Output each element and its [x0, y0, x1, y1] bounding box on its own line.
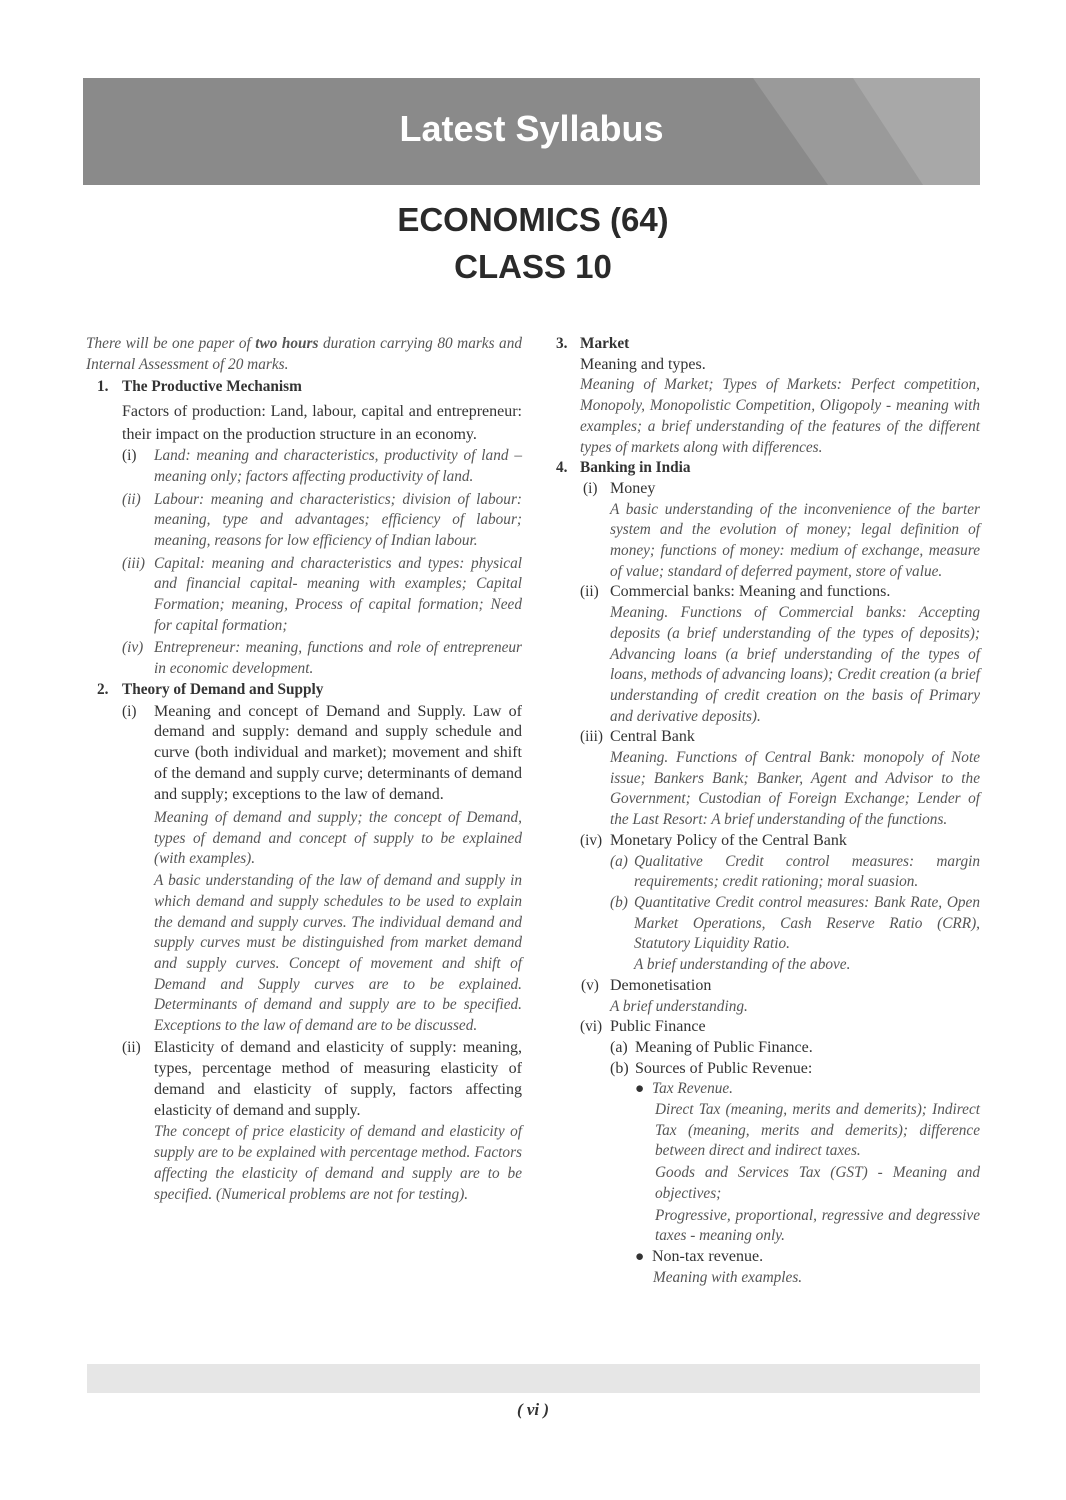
section-title: The Productive Mechanism — [122, 378, 302, 396]
subject-title: ECONOMICS (64) — [397, 201, 669, 238]
intro-duration: two hours — [255, 335, 319, 352]
section-1 — [86, 377, 522, 679]
section-3 — [556, 334, 980, 458]
intro-text: There will be one paper of two hours duration carrying 80 marks and Internal Assessment of 20 marks. — [86, 335, 522, 373]
right-column — [556, 334, 980, 1288]
tax-notes: Direct Tax (meaning, merits and demerits); Indirect Tax (meaning, merits and demerits); difference between direct and indirect taxes. Goods and Services Tax (GST) - Meaning and objectives; Progressive, proportional, regressive and degressive taxes - meaning only. — [655, 1101, 980, 1245]
list-item: (v) Demonetisation A brief understanding. — [581, 976, 748, 1015]
list-item: (iii) Central Bank Meaning. Functions of Central Bank: monopoly of Note issue; Bankers Bank; Banker, Agent and Advisor to the Government; Custodian of Foreign Exchange; Lender of the Last Resort: A brief understanding of the functions. — [580, 728, 980, 829]
bullet-item: ● Tax Revenue. — [610, 1079, 980, 1100]
bullet-icon: ● — [635, 1247, 645, 1265]
list-item: (ii) Elasticity of demand and elasticity of supply: meaning, types, percentage method of measuring elasticity of demand and elasticity of supply, factors affecting elasticity of demand and supply. The concept of price elasticity of demand and elasticity of supply are to be explained with percentage method. Factors affecting the elasticity of demand and supply are to be specified. (Numerical problems are not for testing). — [122, 1038, 522, 1203]
section-title: Market — [580, 335, 630, 352]
list-item: (iii) Capital: meaning and characteristics and types: physical and financial capital- meaning with examples; Capital Formation; meaning, Process of capital formation; Need for capital formation; — [122, 554, 522, 634]
section-title: Theory of Demand and Supply — [122, 680, 324, 698]
list-item: (iv) Monetary Policy of the Central Bank (a) Qualitative Credit control measures: margin requirements; credit rationing; moral suasion. (b) Quantitative Credit control measures: Bank Rate, Open Market Operations, Cash Reserve Ratio (CRR), Statutory Liquidity Ratio. A brief understanding of the above. — [580, 831, 980, 974]
nontax-note: Meaning with examples. — [653, 1268, 803, 1286]
sub-item: (b) Quantitative Credit control measures: Bank Rate, Open Market Operations, Cash Reserve Ratio (CRR), Statutory Liquidity Ratio. — [610, 893, 980, 953]
header-banner — [83, 78, 980, 185]
bullet-icon: ● — [635, 1080, 645, 1098]
section-title: Banking in India — [580, 459, 691, 477]
section-description: Factors of production: Land, labour, capital and entrepreneur: their impact on the production structure in an economy. — [122, 403, 522, 444]
section-number: 3. — [556, 335, 568, 352]
sub-item: (a) Meaning of Public Finance. — [610, 1038, 813, 1056]
page-number: ( vi ) — [516, 1400, 550, 1419]
list-item: (i) Money A basic understanding of the inconvenience of the barter system and the evolution of money; legal definition of money; functions of money: medium of exchange, measure of value; standard of deferred payment, store of value. — [583, 479, 980, 580]
section-4 — [556, 458, 980, 1288]
banner-title: Latest Syllabus — [399, 108, 664, 149]
section-number: 1. — [97, 378, 109, 396]
sub-item: (b) Sources of Public Revenue: — [610, 1059, 813, 1077]
class-title: CLASS 10 — [454, 248, 612, 285]
bullet-item: ● Non-tax revenue. — [610, 1247, 980, 1268]
sub-item: (a) Qualitative Credit control measures: margin requirements; credit rationing; moral suasion. — [610, 852, 980, 891]
list-item: (ii) Commercial banks: Meaning and functions. Meaning. Functions of Commercial banks: Accepting deposits (a brief understanding of the types of deposits); Advancing loans (a brief understanding of the types of loans, methods of advancing loans); Credit creation (a brief understanding of credit creation on the basis of Primary and derivative deposits). — [580, 583, 980, 725]
list-item: (ii) Labour: meaning and characteristics; division of labour: meaning, type and advantages; efficiency of labour; meaning, reasons for low efficiency of Indian labour. — [122, 490, 522, 549]
section-note: Meaning of Market; Types of Markets: Perfect competition, Monopoly, Monopolistic Competition, Oligopoly - meaning with examples; a brief understanding of the features of the different types of markets along with differences. — [580, 376, 980, 456]
subject-heading — [0, 196, 1066, 290]
left-column — [86, 334, 522, 1205]
list-item: (i) Meaning and concept of Demand and Supply. Law of demand and supply: demand and supply schedule and curve (both individual and market); movement and shift of the demand and supply curve; determinants of demand and supply; exceptions to the law of demand. Meaning of demand and supply; the concept of Demand, types of demand and concept of supply to be explained (with examples). A basic understanding of the law of demand and supply in which demand and supply schedules to be used to explain the demand and supply curves. The individual demand and supply curves must be distinguished from market demand and supply curves. Concept of movement and shift of Demand and Supply curves are to be explained. Determinants of demand and supply are to be specified. Exceptions to the law of demand are to be discussed. — [122, 702, 522, 1035]
list-item: (vi) Public Finance (a) Meaning of Public Finance. (b) Sources of Public Revenue: ● Tax Revenue. Direct Tax (meaning, merits and demerits); Indirect Tax (meaning, merits and demerits); difference between direct and indirect taxes. Goods and Services Tax (GST) - Meaning and objectives; Progressive, proportional, regressive and degressive taxes - meaning only. ● Non-tax revenue. Meaning with examples. — [580, 1017, 980, 1288]
footer-band — [87, 1364, 980, 1393]
section-2 — [86, 680, 522, 1205]
list-item: (iv) Entrepreneur: meaning, functions and role of entrepreneur in economic development. — [122, 639, 522, 678]
section-description: Meaning and types. — [580, 355, 706, 373]
section-number: 2. — [97, 680, 109, 698]
list-item: (i) Land: meaning and characteristics, productivity of land – meaning only; factors affecting productivity of land. — [122, 447, 522, 485]
section-number: 4. — [556, 459, 568, 477]
